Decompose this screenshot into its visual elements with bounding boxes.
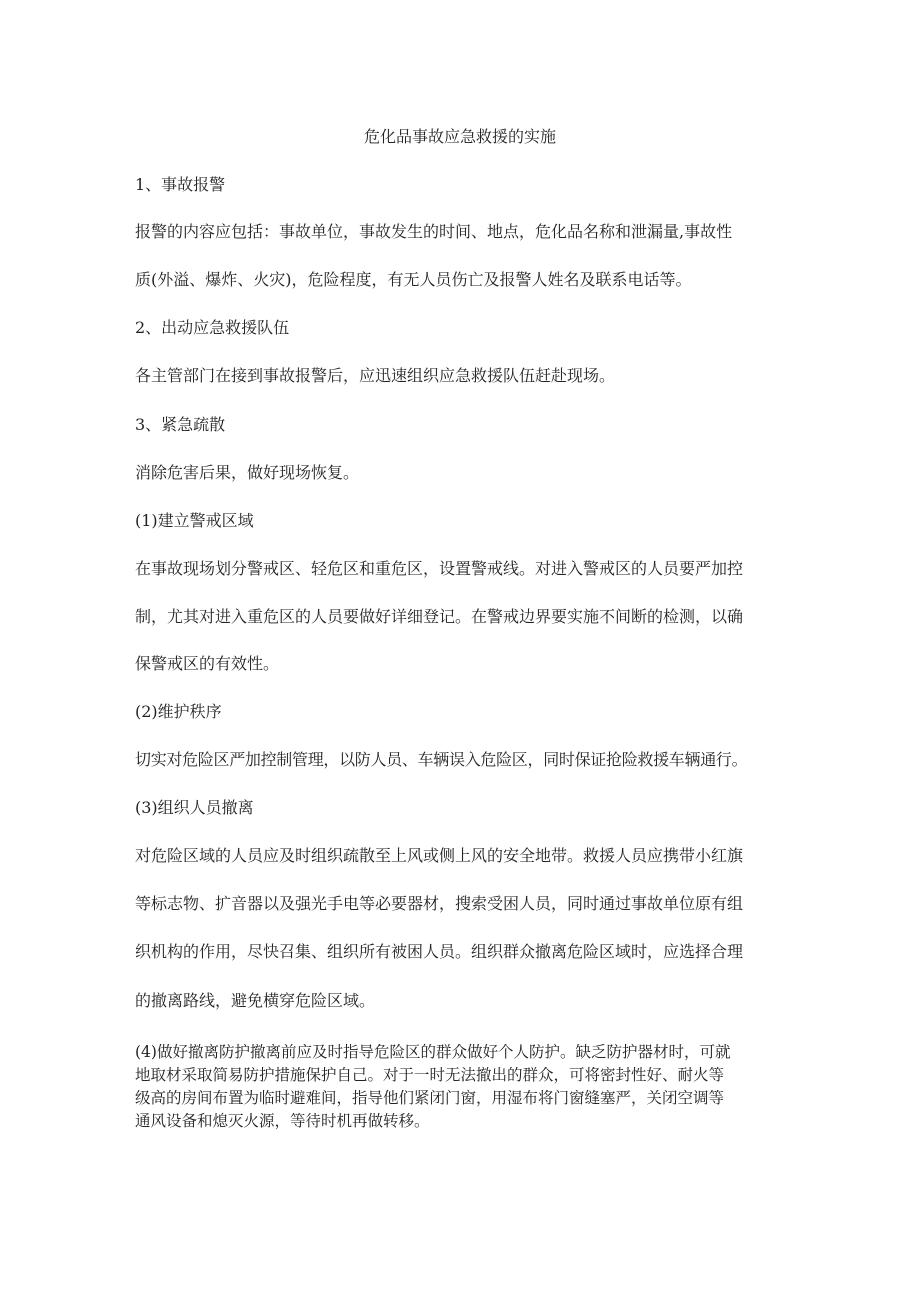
- section-heading-2: 2、出动应急救援队伍: [135, 318, 290, 337]
- paragraph-line: 消除危害后果，做好现场恢复。: [135, 463, 360, 482]
- section-heading-1: 1、事故报警: [135, 175, 226, 194]
- paragraph-line: 切实对危险区严加控制管理，以防人员、车辆误入危险区，同时保证抢险救援车辆通行。: [135, 750, 748, 769]
- paragraph-line: 报警的内容应包括：事故单位，事故发生的时间、地点，危化品名称和泄漏量,事故性: [135, 222, 733, 241]
- paragraph-line: 的撤离路线，避免横穿危险区域。: [135, 991, 376, 1010]
- document-title: 危化品事故应急救援的实施: [363, 127, 556, 146]
- paragraph-line: 织机构的作用，尽快召集、组织所有被困人员。组织群众撤离危险区域时，应选择合理: [135, 942, 744, 961]
- final-paragraph-line: (4)做好撤离防护撤离前应及时指导危险区的群众做好个人防护。缺乏防护器材时，可就: [135, 1043, 731, 1061]
- subsection-heading-1: (1)建立警戒区域: [135, 511, 254, 530]
- subsection-heading-3: (3)组织人员撤离: [135, 798, 254, 817]
- final-paragraph-line: 级高的房间布置为临时避难间，指导他们紧闭门窗，用湿布将门窗缝塞严，关闭空调等: [135, 1089, 725, 1107]
- paragraph-line: 各主管部门在接到事故报警后，应迅速组织应急救援队伍赶赴现场。: [135, 366, 616, 385]
- paragraph-line: 等标志物、扩音器以及强光手电等必要器材，搜索受困人员，同时通过事故单位原有组: [135, 894, 744, 913]
- final-paragraph-line: 通风设备和熄灭火源，等待时机再做转移。: [135, 1112, 430, 1130]
- paragraph-line: 质(外溢、爆炸、火灾)，危险程度，有无人员伤亡及报警人姓名及联系电话等。: [135, 270, 692, 289]
- section-heading-3: 3、紧急疏散: [135, 415, 226, 434]
- paragraph-line: 制，尤其对进入重危区的人员要做好详细登记。在警戒边界要实施不间断的检测，以确: [135, 607, 744, 626]
- final-paragraph-line: 地取材采取简易防护措施保护自己。对于一时无法撤出的群众，可将密封性好、耐火等: [135, 1066, 725, 1084]
- paragraph-line: 对危险区域的人员应及时组织疏散至上风或侧上风的安全地带。救援人员应携带小红旗: [135, 846, 744, 865]
- paragraph-line: 在事故现场划分警戒区、轻危区和重危区，设置警戒线。对进入警戒区的人员要严加控: [135, 559, 744, 578]
- paragraph-line: 保警戒区的有效性。: [135, 654, 280, 673]
- subsection-heading-2: (2)维护秩序: [135, 702, 222, 721]
